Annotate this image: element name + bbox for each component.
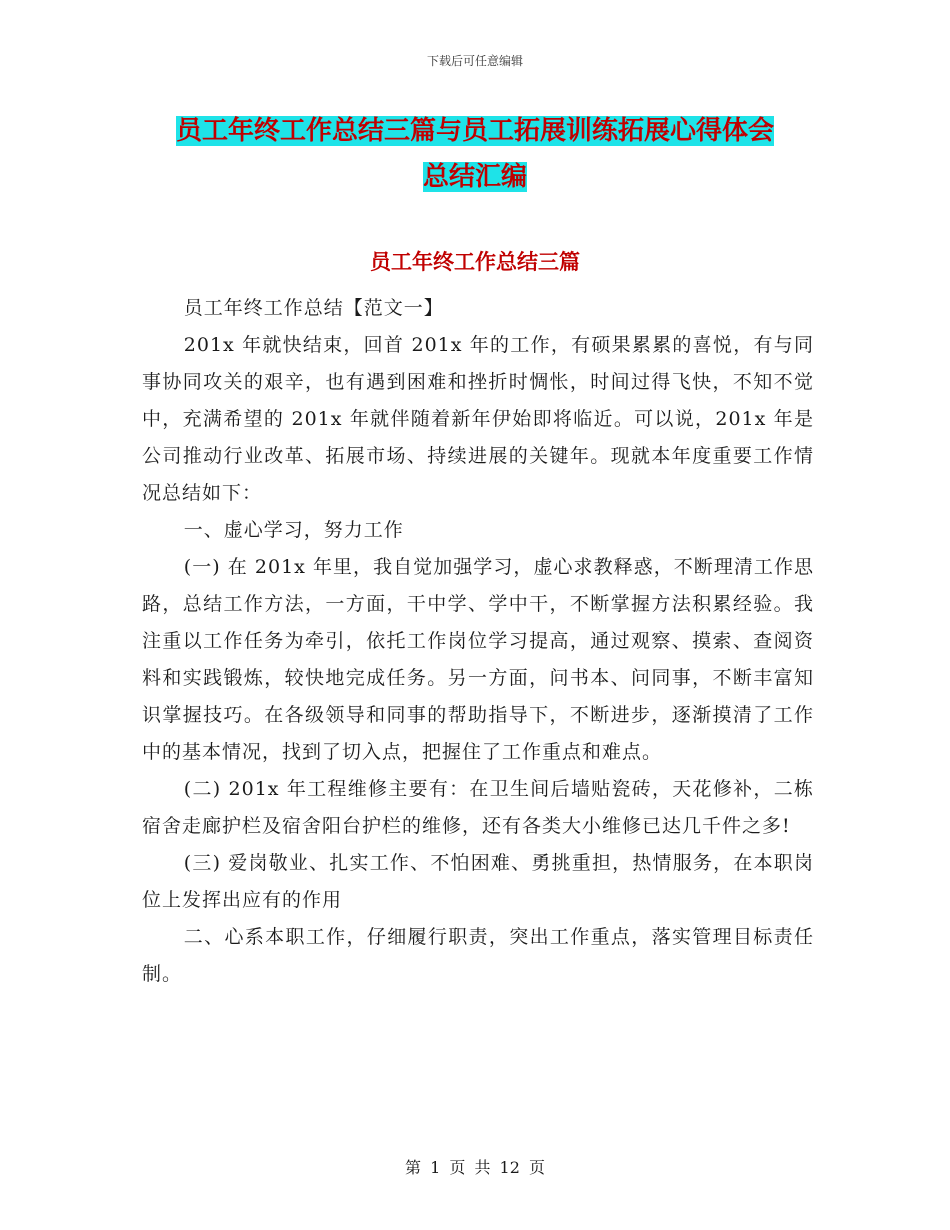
paragraph: 201x 年就快结束，回首 201x 年的工作，有硕果累累的喜悦，有与同事协同攻关的艰辛，也有遇到困难和挫折时惆怅，时间过得飞快，不知不觉中，充满希望的 201x 年就伴随着新年伊始即将临近。可以说，201x 年是公司推动行业改革、拓展市场、持续进展的关键年。现就本年度重要工作情况总结如下： xyxy=(142,334,814,504)
paragraph: 二、心系本职工作，仔细履行职责，突出工作重点，落实管理目标责任制。 xyxy=(142,926,814,985)
paragraph: 员工年终工作总结【范文一】 xyxy=(183,297,444,319)
paragraph: (一) 在 201x 年里，我自觉加强学习，虚心求教释惑，不断理清工作思路，总结工作方法，一方面，干中学、学中干，不断掌握方法积累经验。我注重以工作任务为牵引，依托工作岗位学习提高，通过观察、摸索、查阅资料和实践锻炼，较快地完成任务。另一方面，问书本、问同事，不断丰富知识掌握技巧。在各级领导和同事的帮助指导下，不断进步，逐渐摸清了工作中的基本情况，找到了切入点，把握住了工作重点和难点。 xyxy=(142,556,814,763)
section-title: 员工年终工作总结三篇 xyxy=(370,250,580,274)
document-title xyxy=(140,108,810,200)
page-number-footer: 第 1 页 共 12 页 xyxy=(405,1158,545,1177)
header-note: 下载后可任意编辑 xyxy=(426,54,523,68)
paragraph: (三) 爱岗敬业、扎实工作、不怕困难、勇挑重担，热情服务，在本职岗位上发挥出应有的作用 xyxy=(142,852,814,911)
title-line-1: 员工年终工作总结三篇与员工拓展训练拓展心得体会 xyxy=(175,116,774,146)
document-body xyxy=(142,290,814,993)
paragraph: 一、虚心学习，努力工作 xyxy=(183,519,404,541)
paragraph: (二) 201x 年工程维修主要有：在卫生间后墙贴瓷砖，天花修补，二栋宿舍走廊护栏及宿舍阳台护栏的维修，还有各类大小维修已达几千件之多! xyxy=(142,778,814,837)
title-line-2: 总结汇编 xyxy=(422,162,527,192)
